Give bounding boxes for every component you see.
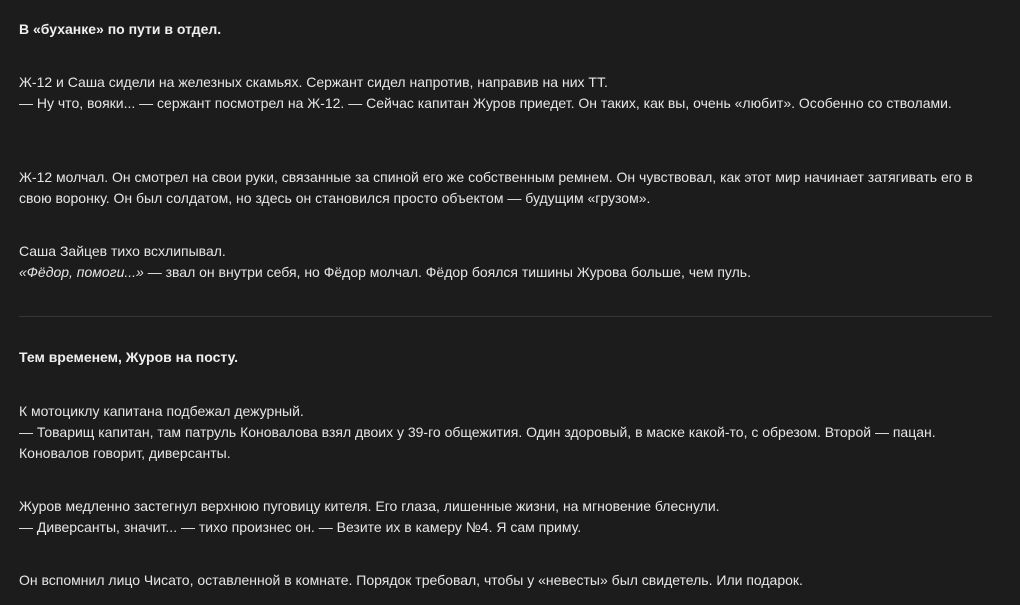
paragraph-line: Он вспомнил лицо Чисато, оставленной в комнате. Порядок требовал, чтобы у «невесты» был свидетель. Или подарок. [19, 572, 803, 588]
paragraph-line: Саша Зайцев тихо всхлипывал. [19, 243, 226, 259]
paragraph-text: — звал он внутри себя, но Фёдор молчал. Фёдор боялся тишины Журова больше, чем пуль. [143, 264, 751, 280]
paragraph-line: — Ну что, вояки... — сержант посмотрел на Ж-12. — Сейчас капитан Журов приедет. Он таких, как вы, очень «любит». Особенно со стволами. [19, 95, 952, 111]
paragraph-2 [19, 167, 1004, 209]
heading-text: Тем временем, Журов на посту. [19, 349, 239, 365]
paragraph-line: Журов медленно застегнул верхнюю пуговицу кителя. Его глаза, лишенные жизни, на мгновение блеснули. [19, 498, 720, 514]
paragraph-line: К мотоциклу капитана подбежал дежурный. [19, 403, 304, 419]
section-divider [19, 316, 992, 317]
section-heading-1 [19, 19, 1004, 40]
paragraph-line: — Товарищ капитан, там патруль Коновалова взял двоих у 39-го общежития. Один здоровый, в маске какой-то, с обрезом. Второй — пацан. Коновалов говорит, диверсанты. [19, 424, 936, 461]
paragraph-1 [19, 72, 1004, 114]
paragraph-3 [19, 241, 1004, 283]
paragraph-5 [19, 496, 1004, 538]
paragraph-6 [19, 570, 1004, 591]
section-heading-2 [19, 347, 1004, 368]
paragraph-line: — Диверсанты, значит... — тихо произнес он. — Везите их в камеру №4. Я сам приму. [19, 519, 582, 535]
heading-text: В «буханке» по пути в отдел. [19, 21, 222, 37]
paragraph-line: Ж-12 молчал. Он смотрел на свои руки, связанные за спиной его же собственным ремнем. Он чувствовал, как этот мир начинает затягивать его в свою воронку. Он был солдатом, но здесь он становился просто объектом — будущим «грузом». [19, 169, 973, 206]
paragraph-line [19, 262, 1004, 283]
paragraph-4 [19, 401, 1004, 464]
italic-quote: «Фёдор, помоги...» [19, 264, 144, 280]
paragraph-line: Ж-12 и Саша сидели на железных скамьях. Сержант сидел напротив, направив на них ТТ. [19, 74, 608, 90]
